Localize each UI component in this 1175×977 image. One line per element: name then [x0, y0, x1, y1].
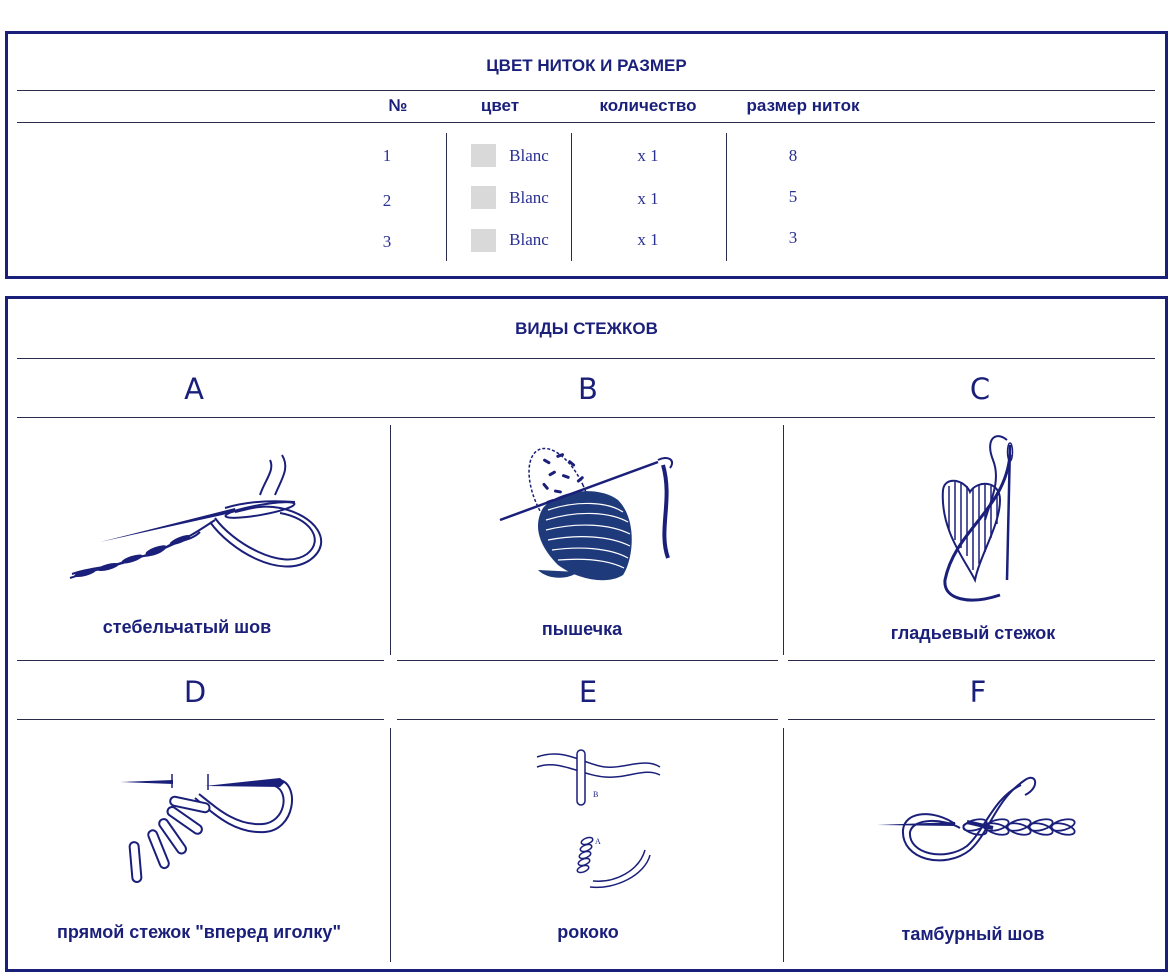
color-name: Blanc: [509, 146, 549, 165]
col-divider-1: [446, 133, 447, 261]
cell-divider: [390, 425, 391, 655]
stitches-title-divider: [17, 358, 1155, 359]
cell-divider: [783, 425, 784, 655]
size-value: 3: [788, 228, 798, 247]
header-quantity: количество: [599, 96, 697, 115]
row-divider: [788, 660, 1155, 661]
letters-divider-bottom-row: [17, 719, 384, 720]
stitch-caption: стебельчатый шов: [102, 617, 272, 637]
col-divider-3: [726, 133, 727, 261]
letters-divider-bottom-row: [788, 719, 1155, 720]
row-divider: [17, 660, 384, 661]
threads-title: ЦВЕТ НИТОК И РАЗМЕР: [486, 56, 687, 75]
stitch-caption: тамбурный шов: [901, 924, 1045, 944]
stitch-caption: пышечка: [541, 619, 623, 639]
letters-divider-top-row: [17, 417, 1155, 418]
row-number: 3: [382, 232, 392, 251]
cell-divider: [783, 728, 784, 962]
stitch-letter: E: [578, 675, 598, 709]
row-number: 1: [382, 146, 392, 165]
stitch-letter: F: [969, 675, 987, 709]
stitch-caption: гладьевый стежок: [890, 623, 1056, 643]
header-number: №: [388, 96, 408, 115]
header-size: размер ниток: [746, 96, 860, 115]
size-value: 5: [788, 187, 798, 206]
bullion-knot-icon: [535, 745, 665, 895]
color-swatch: [471, 144, 496, 167]
chain-stitch-icon: [875, 770, 1090, 880]
stitch-letter: D: [183, 675, 207, 709]
stitches-title: ВИДЫ СТЕЖКОВ: [515, 319, 658, 338]
color-swatch: [471, 229, 496, 252]
quantity-value: x 1: [637, 230, 659, 249]
stitch-letter: A: [184, 372, 204, 406]
running-stitch-icon: [115, 760, 305, 890]
svg-text:B: B: [593, 790, 599, 799]
threads-title-divider: [17, 90, 1155, 91]
satin-stitch-icon: [925, 430, 1035, 610]
stem-stitch-icon: [60, 450, 330, 590]
size-value: 8: [788, 146, 798, 165]
padded-satin-stitch-icon: [498, 440, 688, 590]
letters-divider-bottom-row: [397, 719, 778, 720]
color-swatch: [471, 186, 496, 209]
col-divider-2: [571, 133, 572, 261]
stitch-caption: рококо: [557, 922, 619, 942]
header-color: цвет: [480, 96, 520, 115]
color-name: Blanc: [509, 188, 549, 207]
svg-text:A: A: [595, 837, 601, 846]
color-name: Blanc: [509, 230, 549, 249]
quantity-value: x 1: [637, 146, 659, 165]
quantity-value: x 1: [637, 189, 659, 208]
cell-divider: [390, 728, 391, 962]
stitch-letter: B: [578, 372, 598, 406]
stitch-caption: прямой стежок "вперед иголку": [57, 922, 341, 942]
threads-header-divider: [17, 122, 1155, 123]
row-number: 2: [382, 191, 392, 210]
row-divider: [397, 660, 778, 661]
threads-panel: [5, 31, 1168, 279]
stitch-letter: C: [969, 372, 991, 406]
